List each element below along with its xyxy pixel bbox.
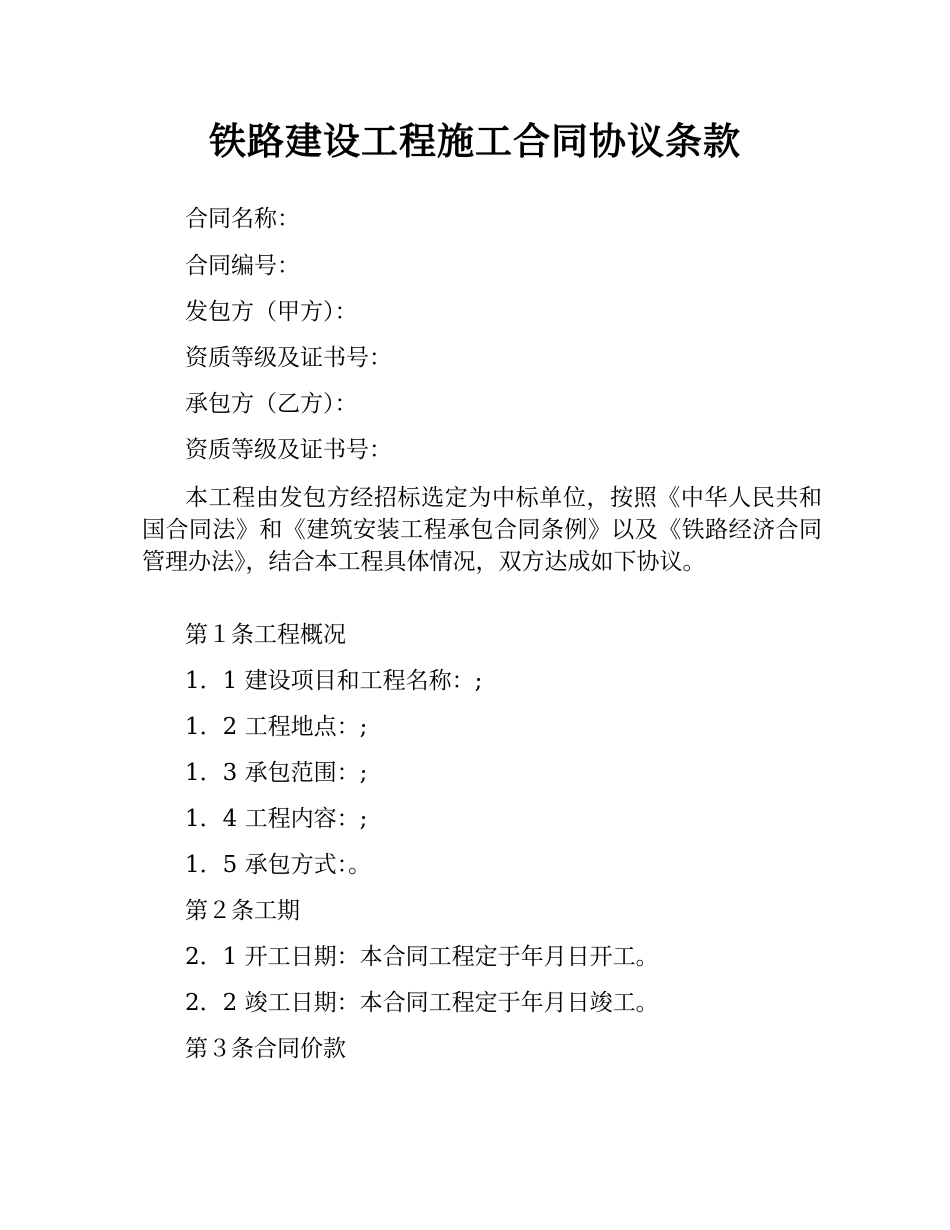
article-1-item-2: 1．2 工程地点：; bbox=[185, 714, 368, 740]
article-2-heading: 第２条工期 bbox=[185, 898, 300, 924]
article-1-item-1: 1．1 建设项目和工程名称：; bbox=[185, 668, 483, 694]
article-2-item-1: 2．1 开工日期：本合同工程定于年月日开工。 bbox=[185, 944, 659, 970]
intro-paragraph: 本工程由发包方经招标选定为中标单位，按照《中华人民共和国合同法》和《建筑安装工程承包合同条例》以及《铁路经济合同管理办法》，结合本工程具体情况，双方达成如下协议。 bbox=[142, 485, 822, 575]
field-contract-name: 合同名称： bbox=[185, 206, 300, 232]
article-1-heading: 第１条工程概况 bbox=[185, 622, 346, 648]
field-party-b: 承包方（乙方）： bbox=[185, 391, 358, 417]
article-1-item-3: 1．3 承包范围：; bbox=[185, 760, 368, 786]
article-1-item-5: 1．5 承包方式：。 bbox=[185, 852, 372, 878]
field-party-b-qualification: 资质等级及证书号： bbox=[185, 437, 392, 463]
field-party-a-qualification: 资质等级及证书号： bbox=[185, 345, 392, 371]
article-2-item-2: 2．2 竣工日期：本合同工程定于年月日竣工。 bbox=[185, 990, 659, 1016]
article-1-item-4: 1．4 工程内容：; bbox=[185, 806, 368, 832]
article-3-heading: 第３条合同价款 bbox=[185, 1036, 346, 1062]
field-contract-number: 合同编号： bbox=[185, 253, 300, 279]
document-title: 铁路建设工程施工合同协议条款 bbox=[209, 120, 741, 163]
field-party-a: 发包方（甲方）： bbox=[185, 299, 358, 325]
